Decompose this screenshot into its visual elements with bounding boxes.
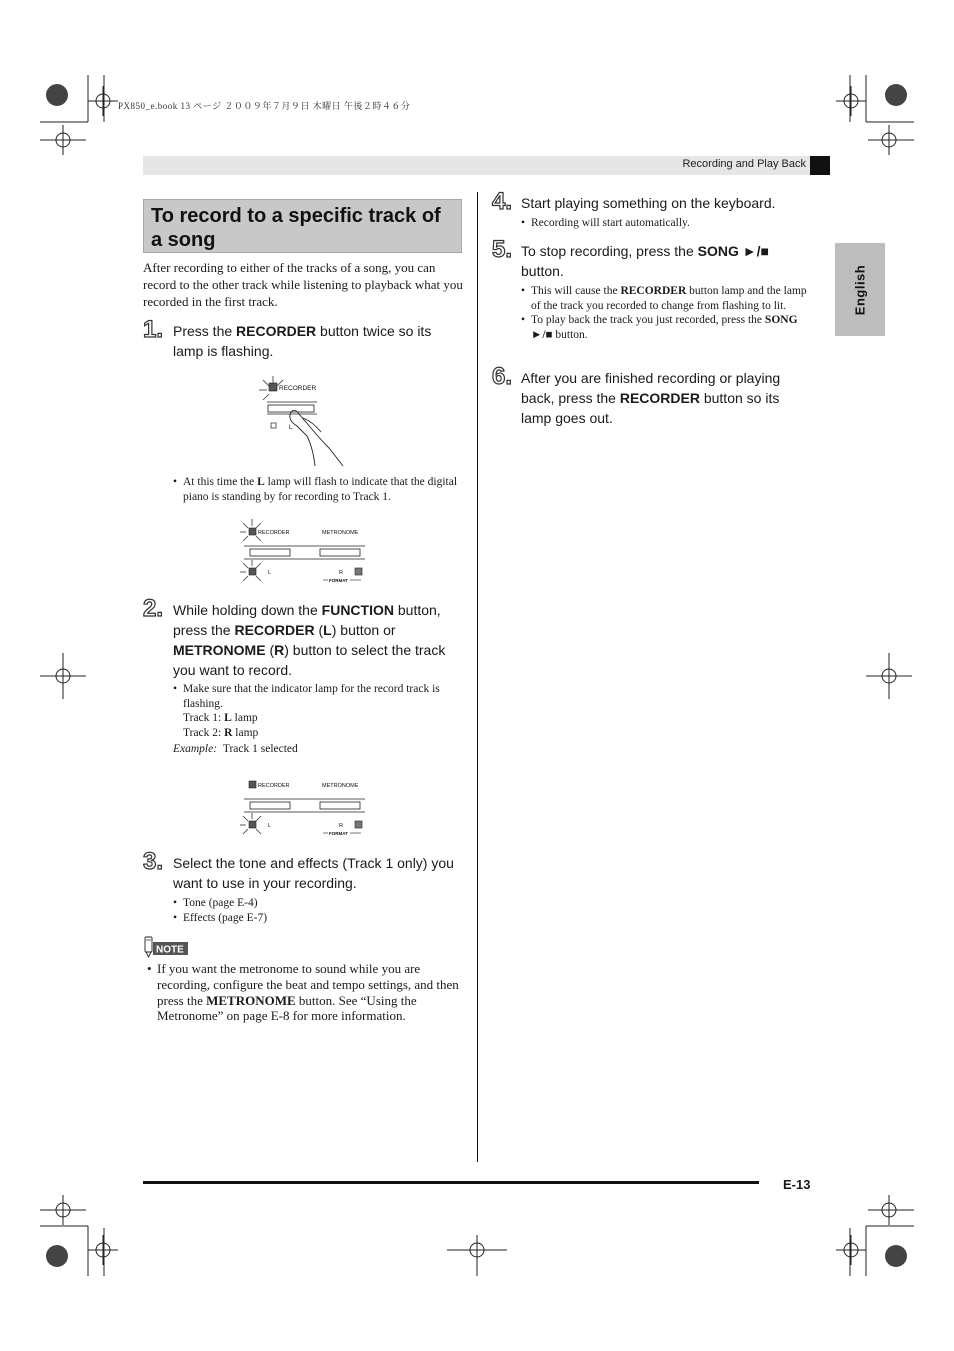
svg-text:R: R <box>339 570 343 576</box>
svg-text:METRONOME: METRONOME <box>322 783 359 789</box>
section-heading-box <box>143 199 462 253</box>
section-title: To record to a specific track of a song <box>151 205 441 251</box>
column-divider <box>477 192 478 1162</box>
svg-text:R: R <box>339 823 343 829</box>
svg-text:METRONOME: METRONOME <box>322 530 359 536</box>
svg-text:FORMAT: FORMAT <box>329 578 348 583</box>
example-line: Example: Track 1 selected <box>173 743 298 755</box>
svg-text:NOTE: NOTE <box>156 944 184 956</box>
hand-icon <box>290 410 343 466</box>
footer-rule <box>143 1181 759 1184</box>
svg-text:RECORDER: RECORDER <box>258 783 290 789</box>
step-4-bullet: • Recording will start automatically. <box>521 217 690 229</box>
recorder-button-shape <box>268 405 314 412</box>
step-5-number: 5. <box>492 236 513 263</box>
note-pencil-icon <box>143 936 189 958</box>
note-text: • If you want the metronome to sound while you are recording, configure the beat and tempo settings, and then press the METRONOME button. See “Using the Metronome” on page E-8 for more information. <box>147 961 459 1024</box>
step-4-number: 4. <box>492 188 513 215</box>
step-1-number: 1. <box>143 316 164 343</box>
fig1-recorder-label: RECORDER <box>279 385 317 392</box>
track-2-line: Track 2: R lamp <box>183 726 259 739</box>
step-6-text: After you are finished recording or playing back, press the RECORDER button so its lamp goes out. <box>521 370 781 426</box>
step-5-bullets: • This will cause the RECORDER button lamp and the lamp of the track you recorded to change from flashing to lit. • To play back the track you just recorded, press the SONG ►/■ button. <box>521 285 807 341</box>
step-3-number: 3. <box>143 848 164 875</box>
step-5-text: To stop recording, press the SONG ►/■ button. <box>521 243 769 279</box>
recorder-press-figure <box>255 370 365 468</box>
language-tab-label: English <box>852 264 868 315</box>
svg-text:RECORDER: RECORDER <box>258 530 290 536</box>
step-2-number: 2. <box>143 595 164 622</box>
running-header-block <box>810 156 830 175</box>
page-number: E-13 <box>783 1177 811 1192</box>
step-2-text: While holding down the FUNCTION button, press the RECORDER (L) button or METRONOME (R) button to select the track you want to record. <box>173 602 446 678</box>
step-2-bullet: • Make sure that the indicator lamp for the record track is flashing. Track 1: L lamp Track 2: R lamp Example: Track 1 selected <box>173 682 465 757</box>
section-intro: After recording to either of the tracks of a song, you can record to the other track while listening to playback what you recorded in the first track. <box>143 260 463 309</box>
print-header: PX850_e.book 13 ページ ２００９年７月９日 木曜日 午後２時４６分 <box>118 101 411 111</box>
note-badge <box>143 936 189 958</box>
running-header-title: Recording and Play Back <box>682 158 806 170</box>
panel-figure-2 <box>238 769 368 839</box>
svg-text:L: L <box>268 823 272 829</box>
track-1-line: Track 1: L lamp <box>183 712 258 724</box>
step-4-text: Start playing something on the keyboard. <box>521 195 776 211</box>
svg-text:L: L <box>289 425 293 431</box>
language-tab <box>835 243 885 336</box>
step-3-text: Select the tone and effects (Track 1 only) you want to use in your recording. <box>173 855 454 891</box>
panel-figure-1 <box>238 516 368 586</box>
svg-text:L: L <box>268 570 272 576</box>
step-6-number: 6. <box>492 363 513 390</box>
step-1-text: Press the RECORDER button twice so its lamp is flashing. <box>173 323 432 359</box>
step-3-bullets: • Tone (page E-4) • Effects (page E-7) <box>173 897 268 924</box>
step-1-bullet: • At this time the L lamp will flash to indicate that the digital piano is standing by for recording to Track 1. <box>173 476 458 503</box>
svg-text:FORMAT: FORMAT <box>329 831 348 836</box>
